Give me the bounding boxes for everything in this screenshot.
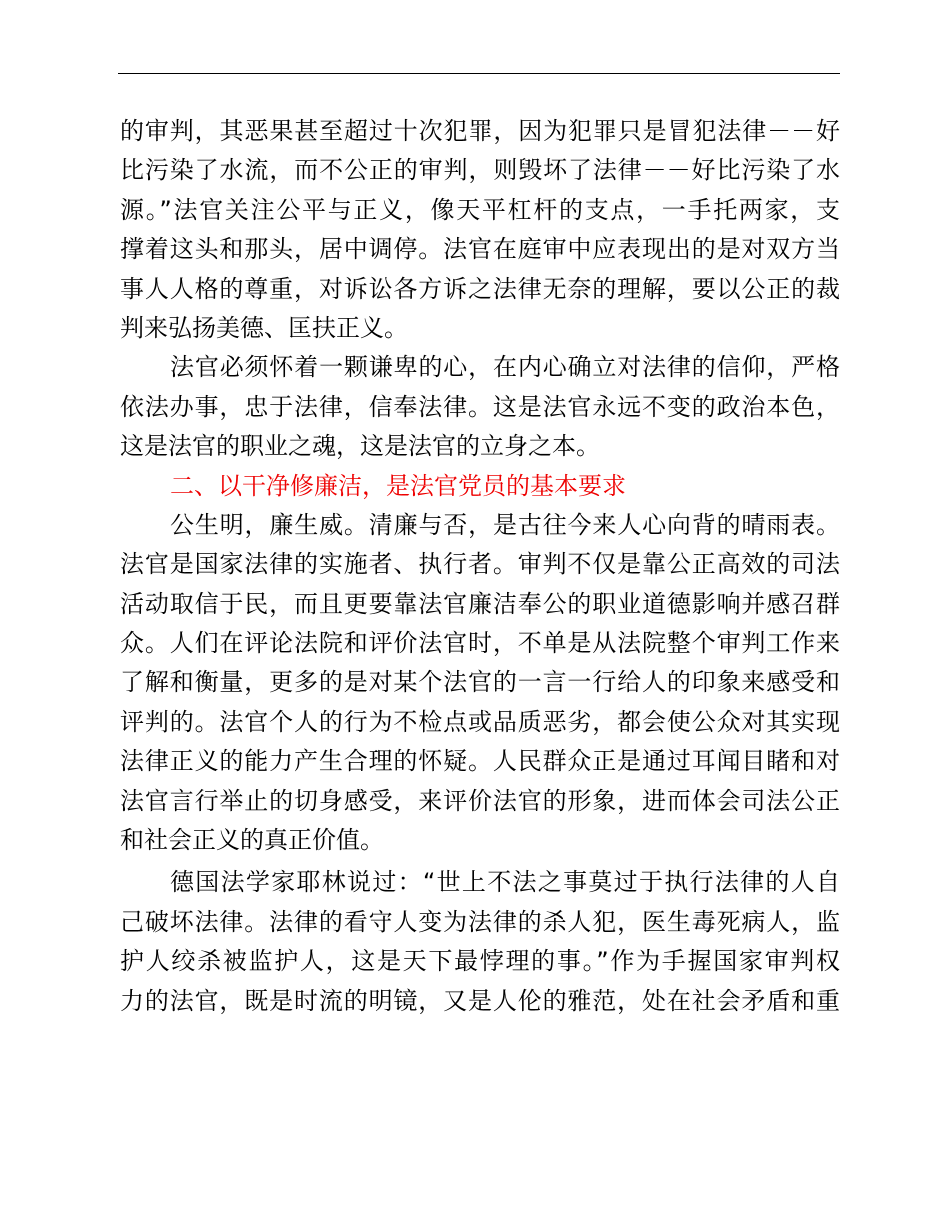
- body-line: 法官言行举止的切身感受，来评价法官的形象，进而体会司法公正: [120, 786, 840, 815]
- body-line: 这是法官的职业之魂，这是法官的立身之本。: [120, 432, 600, 461]
- body-line: 德国法学家耶林说过：“世上不法之事莫过于执行法律的人自: [170, 868, 840, 897]
- body-line: 和社会正义的真正价值。: [120, 826, 384, 855]
- document-body: [120, 112, 840, 1021]
- body-line: 评判的。法官个人的行为不检点或品质恶劣，都会使公众对其实现: [120, 707, 840, 736]
- body-line: 撑着这头和那头，居中调停。法官在庭审中应表现出的是对双方当: [120, 235, 840, 264]
- body-line: 护人绞杀被监护人，这是天下最悖理的事。”作为手握国家审判权: [120, 947, 840, 976]
- body-line: 活动取信于民，而且更要靠法官廉洁奉公的职业道德影响并感召群: [120, 589, 840, 618]
- body-line: 了解和衡量，更多的是对某个法官的一言一行给人的印象来感受和: [120, 668, 840, 697]
- body-line: 公生明，廉生威。清廉与否，是古往今来人心向背的晴雨表。: [170, 510, 840, 539]
- body-line: 依法办事，忠于法律，信奉法律。这是法官永远不变的政治本色，: [120, 392, 840, 421]
- body-line: 法律正义的能力产生合理的怀疑。人民群众正是通过耳闻目睹和对: [120, 747, 840, 776]
- body-line: 己破坏法律。法律的看守人变为法律的杀人犯，医生毒死病人，监: [120, 907, 840, 936]
- body-line: 法官必须怀着一颗谦卑的心，在内心确立对法律的信仰，严格: [170, 353, 840, 382]
- body-line: 力的法官，既是时流的明镜，又是人伦的雅范，处在社会矛盾和重: [120, 986, 840, 1015]
- body-line: 源。”法官关注公平与正义，像天平杠杆的支点，一手托两家，支: [120, 195, 840, 224]
- section-heading: 二、以干净修廉洁，是法官党员的基本要求: [170, 471, 626, 500]
- body-line: 事人人格的尊重，对诉讼各方诉之法律无奈的理解，要以公正的裁: [120, 274, 840, 303]
- body-line: 法官是国家法律的实施者、执行者。审判不仅是靠公正高效的司法: [120, 550, 840, 579]
- body-line: 的审判，其恶果甚至超过十次犯罪，因为犯罪只是冒犯法律－－好: [120, 117, 840, 145]
- body-line: 众。人们在评论法院和评价法官时，不单是从法院整个审判工作来: [120, 629, 840, 658]
- body-line: 判来弘扬美德、匡扶正义。: [120, 313, 408, 342]
- body-line: 比污染了水流，而不公正的审判，则毁坏了法律－－好比污染了水: [120, 156, 840, 185]
- header-rule: [118, 73, 840, 74]
